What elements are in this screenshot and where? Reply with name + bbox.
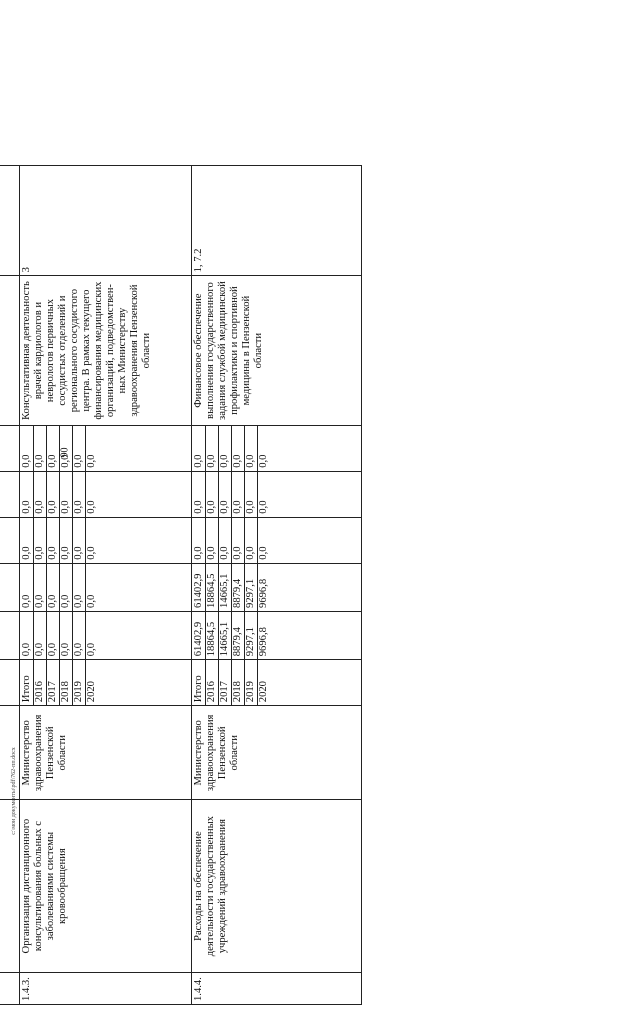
year-cell xyxy=(0,660,20,706)
col5-cell-value: 0,0 xyxy=(33,612,46,659)
col5-cell-value: 61402,9 xyxy=(193,621,204,657)
year-cell-value: 2017 xyxy=(46,660,59,705)
col9-cell-value: 0,0 xyxy=(46,426,59,471)
col8-cell xyxy=(192,471,362,517)
row-number: 1.4.4. xyxy=(192,972,362,1004)
col5-cell-value: 0,0 xyxy=(46,612,59,659)
year-cell-value: 2018 xyxy=(59,660,72,705)
col8-cell-value: 0,0 xyxy=(46,472,59,517)
col9-cell xyxy=(192,425,362,471)
table-row xyxy=(20,166,192,1005)
year-cell-value: 2016 xyxy=(205,660,218,705)
col5-cell-value: 8879,4 xyxy=(231,612,244,659)
col8-cell-value: 0,0 xyxy=(205,472,218,517)
col9-cell-value: 0,0 xyxy=(244,426,257,471)
col7-cell-value: 0,0 xyxy=(231,518,244,563)
expected-result: Финансовое обеспечение выполнения государственного задания службой медицинской профилактики и спортивной медицины в Пензенской области xyxy=(192,276,362,425)
year-cell xyxy=(192,660,362,706)
col5-cell-value: 14665,1 xyxy=(218,612,231,659)
col7-cell-value: 0,0 xyxy=(244,518,257,563)
col7-cell-value: 0,0 xyxy=(85,518,98,563)
program-table xyxy=(0,165,362,1005)
col8-cell-value: 0,0 xyxy=(72,472,85,517)
year-cell-value: 2018 xyxy=(231,660,244,705)
col6-cell-value: 0,0 xyxy=(59,564,72,611)
col7-cell-value: 0,0 xyxy=(257,518,270,563)
col9-cell-value: 0,0 xyxy=(33,426,46,471)
row-number xyxy=(0,972,20,1004)
col6-cell-value: 9696,8 xyxy=(257,564,270,611)
col9-cell-value: 0,0 xyxy=(85,426,98,471)
expected-result: Консультативная деятельность врачей кардиологов и неврологов первичных сосудистых отделений и регионального сосудистого центра. В рамках текущего финансирования медицинских организаций, подведомствен-ных Министерству здравоохранения Пензенской области xyxy=(20,276,192,425)
col7-cell-value: 0,0 xyxy=(46,518,59,563)
col9-cell-value: 0,0 xyxy=(231,426,244,471)
col7-cell-value: 0,0 xyxy=(193,546,204,560)
col6-cell-value: 0,0 xyxy=(72,564,85,611)
page-number: 90 xyxy=(59,447,71,458)
col5-cell-value: 0,0 xyxy=(72,612,85,659)
col5-cell-value: 9297,1 xyxy=(244,612,257,659)
year-cell-value: 2019 xyxy=(72,660,85,705)
year-cell-value: Итого xyxy=(21,675,32,703)
activity-name: Расходы на обеспечение деятельности государственных учреждений здравоохранения xyxy=(192,800,362,972)
col9-cell xyxy=(20,425,192,471)
executor: Министерство здравоохранения Пензенской области xyxy=(20,706,192,800)
col5-cell-value: 9696,8 xyxy=(257,612,270,659)
col8-cell-value: 0,0 xyxy=(59,472,72,517)
col5-cell xyxy=(20,611,192,659)
year-cell-value: 2016 xyxy=(33,660,46,705)
col8-cell-value: 0,0 xyxy=(218,472,231,517)
executor: Министерство здравоохранения Пензенской области xyxy=(192,706,362,800)
indicator-link: 3 xyxy=(20,166,192,276)
col6-cell-value: 61402,9 xyxy=(193,573,204,608)
col6-cell xyxy=(20,563,192,611)
col7-cell-value: 0,0 xyxy=(218,518,231,563)
col7-cell xyxy=(20,517,192,563)
col7-cell-value: 0,0 xyxy=(33,518,46,563)
indicator-link xyxy=(0,166,20,276)
col9-cell-value: 0,0 xyxy=(59,426,72,471)
year-cell xyxy=(20,660,192,706)
col7-cell xyxy=(0,517,20,563)
col8-cell-value: 0,0 xyxy=(85,472,98,517)
col6-cell-value: 8879,4 xyxy=(231,564,244,611)
col7-cell xyxy=(192,517,362,563)
expected-result xyxy=(0,276,20,425)
year-cell-value: 2017 xyxy=(218,660,231,705)
footer-path: c:\мои документы\pdf\762-пп.docx xyxy=(10,747,17,835)
col8-cell xyxy=(20,471,192,517)
col7-cell-value: 0,0 xyxy=(21,546,32,560)
col7-cell-value: 0,0 xyxy=(72,518,85,563)
col5-cell-value: 0,0 xyxy=(85,612,98,659)
year-cell-value: Итого xyxy=(193,675,204,703)
landscape-page xyxy=(0,155,376,1015)
activity-name xyxy=(0,800,20,972)
col6-cell-value: 0,0 xyxy=(21,594,32,608)
col6-cell-value: 0,0 xyxy=(85,564,98,611)
col6-cell xyxy=(0,563,20,611)
col5-cell-value: 0,0 xyxy=(21,642,32,657)
year-cell-value: 2020 xyxy=(257,660,270,705)
year-cell-value: 2020 xyxy=(85,660,98,705)
col6-cell-value: 9297,1 xyxy=(244,564,257,611)
col6-cell-value: 0,0 xyxy=(33,564,46,611)
col8-cell-value: 0,0 xyxy=(193,500,204,514)
col9-cell-value: 0,0 xyxy=(21,454,32,468)
col7-cell-value: 0,0 xyxy=(59,518,72,563)
col8-cell-value: 0,0 xyxy=(21,500,32,514)
executor xyxy=(0,706,20,800)
col5-cell xyxy=(192,611,362,659)
col5-cell-value: 18864,5 xyxy=(205,612,218,659)
col9-cell-value: 0,0 xyxy=(257,426,270,471)
activity-name: Организация дистанционного консультирования больных с заболеваниями системы кровообращения xyxy=(20,800,192,972)
table-row xyxy=(192,166,362,1005)
col6-cell-value: 18864,5 xyxy=(205,564,218,611)
year-cell-value: 2019 xyxy=(244,660,257,705)
col5-cell-value: 0,0 xyxy=(59,612,72,659)
table-row xyxy=(0,166,20,1005)
col9-cell xyxy=(0,425,20,471)
col5-cell xyxy=(0,611,20,659)
row-number: 1.4.3. xyxy=(20,972,192,1004)
col6-cell xyxy=(192,563,362,611)
col9-cell-value: 0,0 xyxy=(218,426,231,471)
table-body xyxy=(0,166,362,1005)
col8-cell-value: 0,0 xyxy=(33,472,46,517)
col9-cell-value: 0,0 xyxy=(205,426,218,471)
col9-cell-value: 0,0 xyxy=(193,454,204,468)
col8-cell xyxy=(0,471,20,517)
col8-cell-value: 0,0 xyxy=(244,472,257,517)
col6-cell-value: 14665,1 xyxy=(218,564,231,611)
col6-cell-value: 0,0 xyxy=(46,564,59,611)
col8-cell-value: 0,0 xyxy=(257,472,270,517)
col8-cell-value: 0,0 xyxy=(231,472,244,517)
col9-cell-value: 0,0 xyxy=(72,426,85,471)
indicator-link: 1, 7.2 xyxy=(192,166,362,276)
col7-cell-value: 0,0 xyxy=(205,518,218,563)
